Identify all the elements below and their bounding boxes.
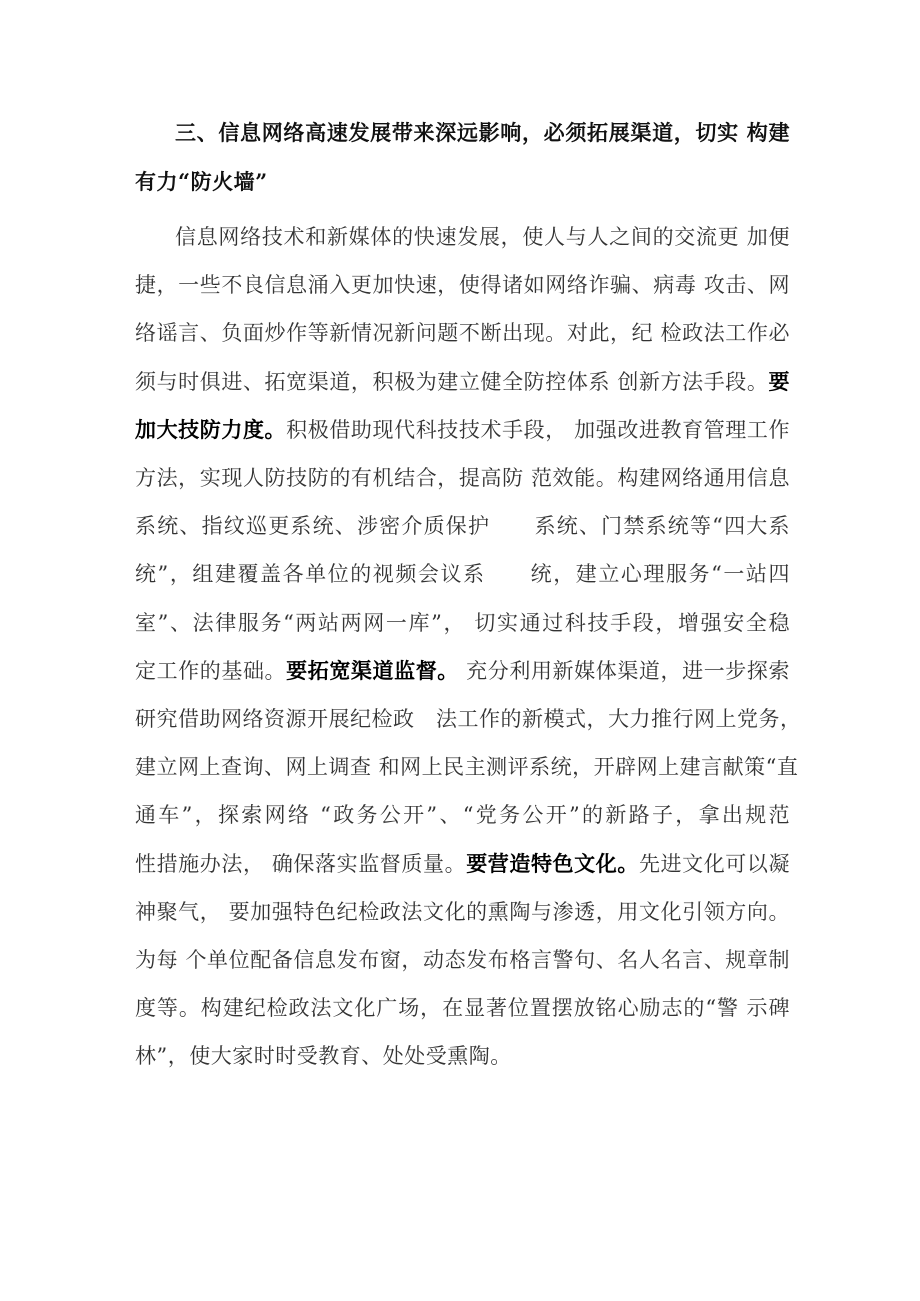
paragraph-line <box>135 945 790 975</box>
paragraph-line <box>135 415 790 445</box>
body-text: 先进文化可以凝 <box>638 852 790 876</box>
bold-emphasis-text: 加大技防力度。 <box>135 417 287 442</box>
paragraph-line <box>135 800 790 830</box>
paragraph-line <box>135 897 790 927</box>
body-text: 研究借助网络资源开展纪检政 法工作的新模式，大力推行网上党务， <box>135 707 802 731</box>
heading-line: 三、信息网络高速发展带来深远影响，必须拓展渠道，切实 构建 <box>175 120 790 145</box>
body-text: 林”，使大家时时受教育、处处受熏陶。 <box>135 1044 512 1068</box>
paragraph-line <box>135 752 799 782</box>
bold-emphasis-text: 要营造特色文化。 <box>466 851 639 876</box>
paragraph-line <box>135 849 790 879</box>
paragraph-line <box>175 222 790 252</box>
body-text: 室”、法律服务“两站两网一库”， 切实通过科技手段，增强安全稳 <box>135 611 790 635</box>
body-text: 通车”，探索网络 “政务公开”、“党务公开”的新路子，拿出规范 <box>135 803 790 827</box>
body-text: 方法，实现人防技防的有机结合，提高防 范效能。构建网络通用信息 <box>135 466 790 490</box>
paragraph-line <box>135 463 790 493</box>
body-text: 统”，组建覆盖各单位的视频会议系 统，建立心理服务“一站四 <box>135 562 790 586</box>
paragraph-line <box>135 608 790 638</box>
paragraph-line <box>135 318 790 348</box>
body-text: 络谣言、负面炒作等新情况新问题不断出现。对此，纪 检政法工作必 <box>135 321 790 345</box>
paragraph-line <box>135 559 790 589</box>
paragraph-line <box>135 1041 790 1071</box>
paragraph-line <box>135 656 790 686</box>
body-text: 捷，一些不良信息涌入更加快速，使得诸如网络诈骗、病毒 攻击、网 <box>135 273 790 297</box>
paragraph-line <box>135 367 790 397</box>
body-text: 定工作的基础。 <box>135 659 287 683</box>
paragraph-line <box>135 993 790 1023</box>
body-text: 须与时俱进、拓宽渠道，积极为建立健全防控体系 创新方法手段。 <box>135 370 769 394</box>
bold-emphasis-text: 要拓宽渠道监督。 <box>286 658 459 683</box>
body-text: 充分利用新媒体渠道，进一步探索 <box>458 659 790 683</box>
body-text: 系统、指纹巡更系统、涉密介质保护 系统、门禁系统等“四大系 <box>135 514 790 538</box>
paragraph-line <box>135 270 790 300</box>
paragraph-line <box>135 511 790 541</box>
body-text: 度等。构建纪检政法文化广场，在显著位置摆放铭心励志的“警 示碑 <box>135 996 790 1020</box>
body-text: 为每 个单位配备信息发布窗，动态发布格言警句、名人名言、规章制 <box>135 948 790 972</box>
body-text: 信息网络技术和新媒体的快速发展，使人与人之间的交流更 加便 <box>175 225 790 249</box>
heading-line: 有力“防火墙” <box>135 169 268 194</box>
body-text: 积极借助现代科技技术手段， 加强改进教育管理工作 <box>286 418 790 442</box>
body-text: 建立网上查询、网上调查 和网上民主测评系统，开辟网上建言献策“直 <box>135 755 799 779</box>
body-text: 性措施办法， 确保落实监督质量。 <box>135 852 467 876</box>
bold-emphasis-text: 要 <box>768 369 790 394</box>
paragraph-line <box>135 704 802 734</box>
body-text: 神聚气， 要加强特色纪检政法文化的熏陶与渗透，用文化引领方向。 <box>135 900 790 924</box>
